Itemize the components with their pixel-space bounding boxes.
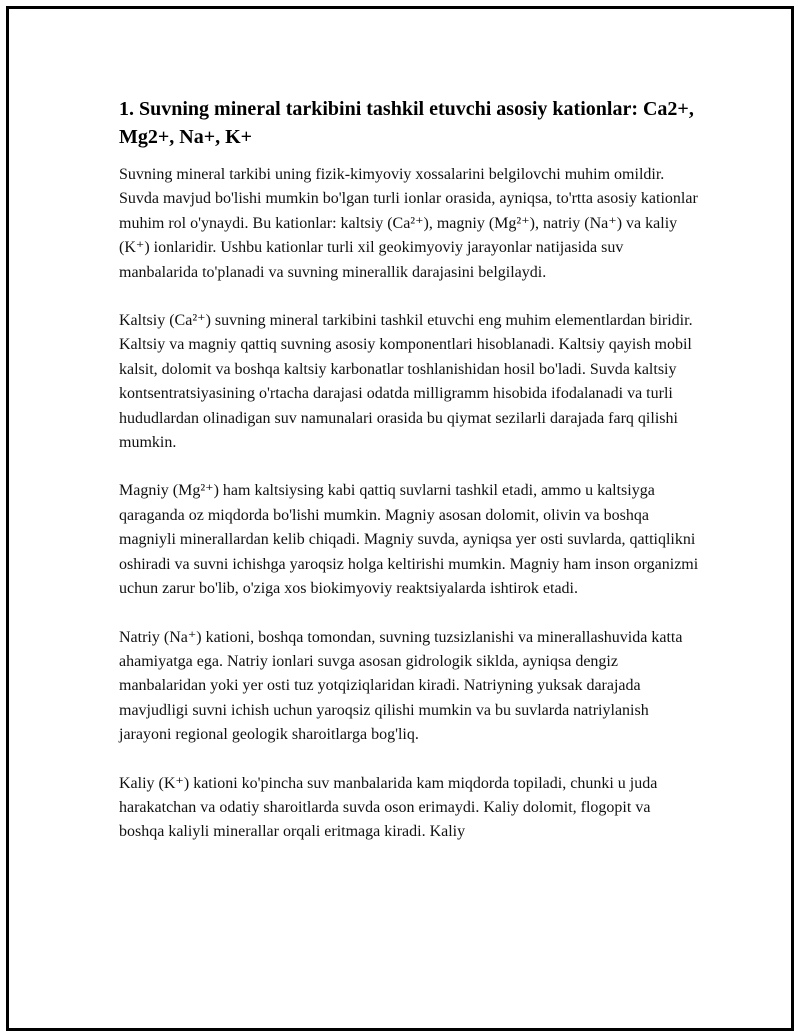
paragraph-intro: Suvning mineral tarkibi uning fizik-kimyoviy xossalarini belgilovchi muhim omildir. Suvda mavjud bo'lishi mumkin bo'lgan turli ionlar orasida, ayniqsa, to'rtta asosiy kationlar muhim rol o'ynaydi. Bu kationlar: kaltsiy (Ca²⁺), magniy (Mg²⁺), natriy (Na⁺) va kaliy (K⁺) ionlaridir. Ushbu kationlar turli xil geokimyoviy jarayonlar natijasida suv manbalarida to'planadi va suvning minerallik darajasini belgilaydi. (119, 166, 698, 281)
document-page (6, 6, 794, 1031)
paragraph-potassium: Kaliy (K⁺) kationi ko'pincha suv manbalarida kam miqdorda topiladi, chunki u juda harakatchan va odatiy sharoitlarda suvda oson erimaydi. Kaliy dolomit, flogopit va boshqa kaliyli minerallar orqali eritmaga kiradi. Kaliy (119, 774, 658, 841)
document-body (119, 95, 699, 869)
section-heading: 1. Suvning mineral tarkibini tashkil etuvchi asosiy kationlar: Ca2+, Mg2+, Na+, K+ (119, 98, 694, 148)
paragraph-calcium: Kaltsiy (Ca²⁺) suvning mineral tarkibini tashkil etuvchi eng muhim elementlardan biridir. Kaltsiy va magniy qattiq suvning asosiy komponentlari hisoblanadi. Kaltsiy qayish mobil kalsit, dolomit va boshqa kaltsiy karbonatlar toshlanishidan hosil bo'ladi. Suvda kaltsiy kontsentratsiyasining o'rtacha darajasi odatda milligramm hisobida ifodalanadi va turli hududlardan olinadigan suv namunalari orasida bu qiymat sezilarli darajada farq qilishi mumkin. (119, 312, 693, 452)
paragraph-magnesium: Magniy (Mg²⁺) ham kaltsiysing kabi qattiq suvlarni tashkil etadi, ammo u kaltsiyga qaraganda oz miqdorda bo'lishi mumkin. Magniy asosan dolomit, olivin va boshqa magniyli minerallardan kelib chiqadi. Magniy suvda, ayniqsa yer osti suvlarda, qattiqlikni oshiradi va suvni ichishga yaroqsiz holga keltirishi mumkin. Magniy ham inson organizmi uchun zarur bo'lib, o'ziga xos biokimyoviy reaktsiyalarda ishtirok etadi. (119, 482, 699, 598)
paragraph-sodium: Natriy (Na⁺) kationi, boshqa tomondan, suvning tuzsizlanishi va minerallashuvida katta ahamiyatga ega. Natriy ionlari suvga asosan gidrologik siklda, ayniqsa dengiz manbalaridan yoki yer osti tuz yotqiziqlaridan kiradi. Natriyning yuksak darajada mavjudligi suvni ichish uchun yaroqsiz qilishi mumkin va bu suvlarda natriylanish jarayoni regional geologik sharoitlarga bog'liq. (119, 628, 683, 744)
